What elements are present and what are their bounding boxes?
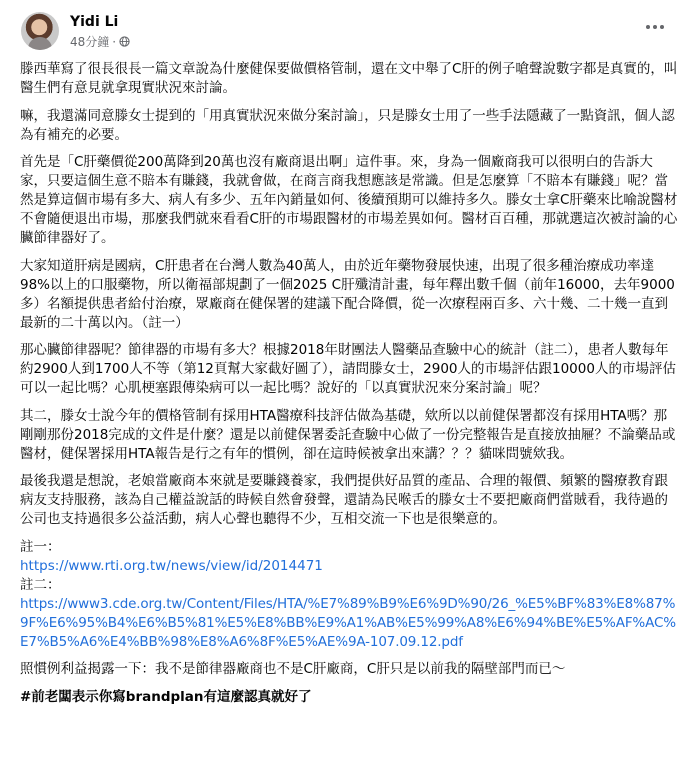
note-link[interactable]: https://www.rti.org.tw/news/view/id/2014471 [20,557,323,574]
paragraph: 那心臟節律器呢？節律器的市場有多大？根據2018年財團法人醫藥品查驗中心的統計（註二），患者人數每年約2900人到1700人不等（第12頁幫大家截好圖了），請問滕女士，2900人的市場評估跟10000人的市場評估可以一起比嗎？心肌梗塞跟傳染病可以一起比嗎？說好的「以真實狀況來分案討論」呢？ [20,342,676,396]
globe-icon[interactable] [119,36,130,47]
post-header [18,10,672,56]
more-options-icon[interactable] [640,16,670,38]
paragraph: 其二，滕女士說今年的價格管制有採用HTA醫療科技評估做為基礎，欸所以以前健保署都沒有採用HTA嗎？那剛剛那份2018完成的文件是什麼？還是以前健保署委託查驗中心做了一份完整報告是直接放抽屜？不論藥品或醫材，健保署採用HTA報告是行之有年的慣例，卻在這時候被拿出來講？？？貓咪問號欸我。 [20,407,676,462]
paragraph: 滕西華寫了很長很長一篇文章說為什麼健保要做價格管制，還在文中舉了C肝的例子嗆聲說數字都是真實的，叫醫生們有意見就拿現實狀況來討論。 [20,61,678,96]
references [20,538,678,652]
post-body [20,60,678,715]
hashtag-link[interactable]: #前老闆表示你寫brandplan有這麼認真就好了 [20,688,312,705]
meta-separator: · [112,34,117,49]
paragraph: 大家知道肝病是國病，C肝患者在台灣人數為40萬人，由於近年藥物發展快速，出現了很多種治療成功率達98%以上的口服藥物，所以衛福部規劃了一個2025 C肝殲清計畫，每年釋出數千個（前年16000，去年9000多）名額提供患者給付治療，眾廠商在健保署的建議下配合降價，從一次療程兩百多、六十幾、二十幾一直到最新的二十萬以內。（註一） [20,257,675,331]
paragraph: 嘛，我還滿同意滕女士提到的「用真實狀況來做分案討論」，只是滕女士用了一些手法隱藏了一點資訊，個人認為有補充的必要。 [20,107,675,143]
avatar[interactable] [21,12,59,50]
post-timestamp[interactable]: 48分鐘 [70,35,110,49]
note-label: 註二： [20,576,61,593]
post-meta [70,33,130,50]
note-label: 註一： [20,538,61,555]
paragraph: 最後我還是想說，老娘當廠商本來就是要賺錢養家，我們提供好品質的產品、合理的報價、頻繁的醫療教育跟病友支持服務，該為自己權益說話的時候自然會發聲，還請為民喉舌的滕女士不要把廠商們當賊看，我待過的公司也支持過很多公益活動，病人心聲也聽得不少，互相交流一下也是很樂意的。 [20,473,668,527]
paragraph: 首先是「C肝藥價從200萬降到20萬也沒有廠商退出啊」這件事。來，身為一個廠商我可以很明白的告訴大家，只要這個生意不賠本有賺錢，我就會做，在商言商我想應該是常識。但是怎麼算「不賠本有賺錢」呢？當然是算這個市場有多大、病人有多少、五年內銷量如何、後續預期可以維持多久。滕女士拿C肝藥來比喻說醫材不會隨便退出市場，那麼我們就來看看C肝的市場跟醫材的市場差異如何。醫材百百種，那就選這次被討論的心臟節律器好了。 [20,154,678,246]
disclosure-text: 照慣例利益揭露一下：我不是節律器廠商也不是C肝廠商，C肝只是以前我的隔壁部門而已～ [20,661,566,677]
note-link[interactable]: https://www3.cde.org.tw/Content/Files/HTA/%E7%89%B9%E6%9D%90/26_%E5%BF%83%E8%87%9F%E6%95%B4%E6%B5%81%E5%E8%BB%E9%A1%AB%E5%99%A8%E6%94%BE%E5%AF%AC%E7%B5%A6%E4%BB%98%E8%A6%8F%E5%AE%9A-107.09.12.pdf [20,595,676,650]
author-name[interactable]: Yidi Li [70,14,119,30]
